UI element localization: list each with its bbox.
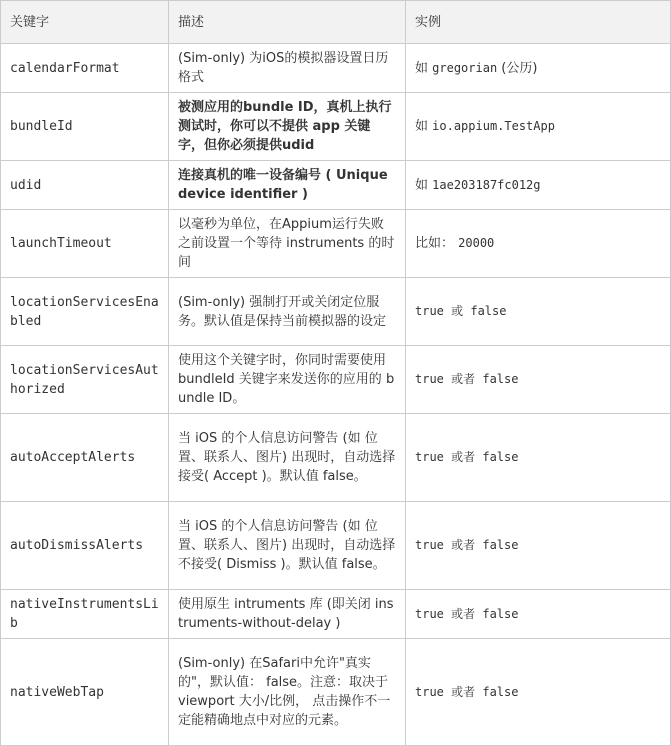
example-prefix: 如 [415, 119, 433, 134]
example-code: 20000 [458, 236, 495, 250]
header-key: 关键字 [1, 1, 169, 44]
example-cell [406, 639, 671, 746]
example-code: 1ae203187fc012g [432, 177, 541, 192]
example-cell [406, 210, 671, 278]
description-cell: 以毫秒为单位，在Appium运行失败之前设置一个等待 instruments 的时间 [169, 210, 406, 278]
example-code: true 或者 false [415, 538, 519, 552]
example-cell [406, 44, 671, 93]
example-code: true 或者 false [415, 450, 519, 464]
example-cell [406, 414, 671, 502]
table-row [1, 44, 671, 93]
table-row [1, 161, 671, 210]
table-row [1, 210, 671, 278]
table-row [1, 590, 671, 639]
example-code: true 或 false [415, 304, 507, 318]
example-prefix: 如 [415, 177, 433, 193]
table-row [1, 278, 671, 346]
example-cell [406, 346, 671, 414]
example-cell [406, 278, 671, 346]
key-cell: autoAcceptAlerts [1, 414, 169, 502]
key-cell: calendarFormat [1, 44, 169, 93]
description-cell: 使用原生 intruments 库 (即关闭 instruments-without-delay ) [169, 590, 406, 639]
table-header-row [1, 1, 671, 44]
example-code: true 或者 false [415, 372, 519, 386]
example-code: true 或者 false [415, 606, 519, 621]
description-cell: 使用这个关键字时，你同时需要使用 bundleId 关键字来发送你的应用的 bundle ID。 [169, 346, 406, 414]
description-cell: 被测应用的bundle ID，真机上执行测试时，你可以不提供 app 关键字，但你必须提供udid [169, 93, 406, 161]
example-code: io.appium.TestApp [432, 119, 555, 133]
example-prefix: 如 [415, 60, 433, 76]
key-cell: locationServicesEnabled [1, 278, 169, 346]
table-row [1, 346, 671, 414]
description-cell: (Sim-only) 为iOS的模拟器设置日历格式 [169, 44, 406, 93]
description-cell: 连接真机的唯一设备编号 ( Unique device identifier ) [169, 161, 406, 210]
key-cell: nativeWebTap [1, 639, 169, 746]
table-row [1, 639, 671, 746]
description-cell: 当 iOS 的个人信息访问警告 (如 位置、联系人、图片) 出现时，自动选择不接受( Dismiss )。默认值 false。 [169, 502, 406, 590]
table-row [1, 502, 671, 590]
key-cell: launchTimeout [1, 210, 169, 278]
example-code: gregorian [432, 60, 498, 75]
example-cell [406, 93, 671, 161]
example-suffix: (公历) [497, 60, 538, 76]
example-prefix: 比如： [415, 236, 459, 251]
example-code: true 或者 false [415, 684, 519, 699]
example-cell [406, 502, 671, 590]
example-cell [406, 590, 671, 639]
example-cell [406, 161, 671, 210]
key-cell: udid [1, 161, 169, 210]
key-cell: autoDismissAlerts [1, 502, 169, 590]
table-row [1, 414, 671, 502]
description-cell: (Sim-only) 强制打开或关闭定位服务。默认值是保持当前模拟器的设定 [169, 278, 406, 346]
key-cell: locationServicesAuthorized [1, 346, 169, 414]
description-cell: 当 iOS 的个人信息访问警告 (如 位置、联系人、图片) 出现时，自动选择接受( Accept )。默认值 false。 [169, 414, 406, 502]
description-cell: (Sim-only) 在Safari中允许"真实的"，默认值： false。注意：取决于 viewport 大小/比例， 点击操作不一定能精确地点中对应的元素。 [169, 639, 406, 746]
header-example: 实例 [406, 1, 671, 44]
table-row [1, 93, 671, 161]
key-cell: bundleId [1, 93, 169, 161]
key-cell: nativeInstrumentsLib [1, 590, 169, 639]
header-description: 描述 [169, 1, 406, 44]
